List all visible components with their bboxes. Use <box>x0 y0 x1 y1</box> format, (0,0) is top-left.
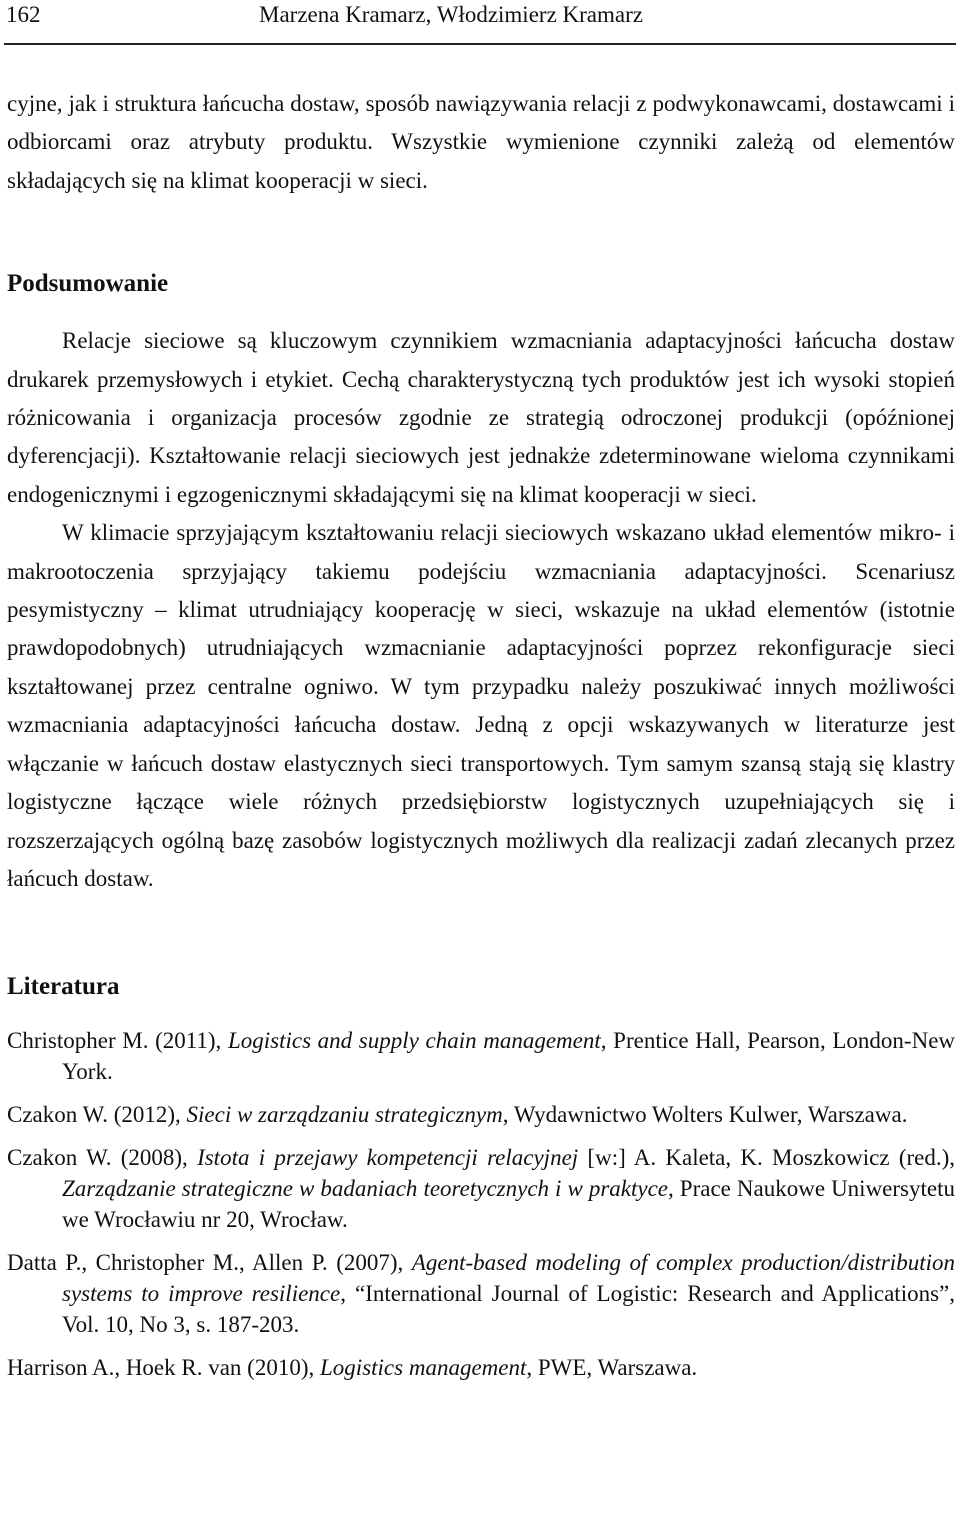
reference-entry <box>7 1247 955 1340</box>
reference-text: Christopher M. (2011), <box>7 1028 228 1054</box>
intro-paragraph: cyjne, jak i struktura łańcucha dostaw, sposób nawiązywania relacji z podwykonawcami, dostawcami i odbiorcami oraz atrybuty produktu. Wszystkie wymienione czynniki zależą od elementów składających się na klimat kooperacji w sieci. <box>7 91 955 193</box>
summary-paragraph: Relacje sieciowe są kluczowym czynnikiem wzmacniania adaptacyjności łańcucha dostaw drukarek przemysłowych i etykiet. Cechą charakterystyczną tych produktów jest ich wysoki stopień różnicowania i organizacja procesów zgodnie ze strategią odroczonej produkcji (opóźnionej dyferencjacji). Kształtowanie relacji sieciowych jest jednakże zdeterminowane wieloma czynnikami endogenicznymi i egzogenicznymi składającymi się na klimat kooperacji w sieci. <box>7 328 955 507</box>
reference-text: , Prace Naukowe Uniwersytetu we Wrocławiu nr 20, Wrocław. <box>62 1176 955 1233</box>
running-head-authors: Marzena Kramarz, Włodzimierz Kramarz <box>259 2 643 27</box>
reference-text: Czakon W. (2012), <box>7 1102 187 1128</box>
reference-text: , Prentice Hall, Pearson, London-New York. <box>62 1028 956 1085</box>
page-content <box>7 85 955 1395</box>
reference-text: [w:] A. Kaleta, K. Moszkowicz (red.), <box>578 1145 956 1171</box>
reference-text: , “International Journal of Logistic: Research and Applications”, Vol. 10, No 3, s. 187-203. <box>62 1281 955 1338</box>
reference-entry <box>7 1099 955 1130</box>
reference-text: , PWE, Warszawa. <box>526 1355 698 1381</box>
reference-title: Agent-based modeling of complex production/distribution systems to improve resilience <box>62 1250 955 1307</box>
summary-paragraph: W klimacie sprzyjającym kształtowaniu relacji sieciowych wskazano układ elementów mikro- i makrootoczenia sprzyjający takiemu podejściu wzmacniania adaptacyjności. Scenariusz pesymistyczny – klimat utrudniający kooperację w sieci, wskazuje na układ elementów (istotnie prawdopodobnych) utrudniających wzmacnianie adaptacyjności poprzez rekonfiguracje sieci kształtowanej przez centralne ogniwo. W tym przypadku należy poszukiwać innych możliwości wzmacniania adaptacyjności łańcucha dostaw. Jedną z opcji wskazywanych w literaturze jest włączanie w łańcuch dostaw elastycznych sieci transportowych. Tym samym szansą stają się klastry logistyczne łączące wiele różnych przedsiębiorstw logistycznych uzupełniających się i rozszerzających ogólną bazę zasobów logistycznych możliwych dla realizacji zadań zlecanych przez łańcuch dostaw. <box>7 520 955 891</box>
reference-entry <box>7 1142 955 1235</box>
reference-list <box>7 1025 955 1383</box>
reference-text: Harrison A., Hoek R. van (2010), <box>7 1355 321 1381</box>
reference-text: Czakon W. (2008), <box>7 1145 198 1171</box>
reference-text: Datta P., Christopher M., Allen P. (2007), <box>7 1250 412 1276</box>
page-header <box>4 0 956 45</box>
reference-title: Logistics and supply chain management <box>227 1028 601 1054</box>
reference-entry <box>7 1025 955 1087</box>
reference-title: Zarządzanie strategiczne w badaniach teoretycznych i w praktyce <box>62 1176 669 1202</box>
reference-title: Istota i przejawy kompetencji relacyjnej <box>197 1145 579 1171</box>
reference-title: Sieci w zarządzaniu strategicznym <box>186 1102 503 1128</box>
reference-title: Logistics management <box>320 1355 527 1381</box>
section-heading-literature: Literatura <box>7 973 120 1001</box>
reference-entry <box>7 1352 955 1383</box>
page-number: 162 <box>6 2 41 27</box>
reference-text: , Wydawnictwo Wolters Kulwer, Warszawa. <box>502 1102 908 1128</box>
section-heading-summary: Podsumowanie <box>7 270 169 298</box>
